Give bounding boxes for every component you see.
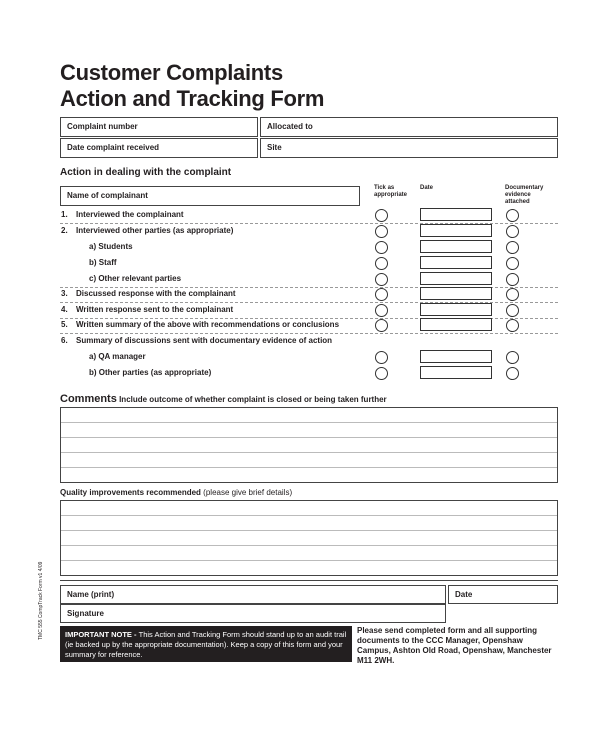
- row-label: Written summary of the above with recommendations or conclusions: [76, 320, 340, 329]
- date-received-label: Date complaint received: [67, 143, 160, 152]
- action-row: [60, 365, 558, 381]
- date-input[interactable]: [420, 350, 492, 363]
- tick-radio[interactable]: [375, 319, 388, 332]
- signature-label: Signature: [67, 609, 104, 618]
- date-input[interactable]: [420, 272, 492, 285]
- comments-heading: Comments: [60, 393, 117, 405]
- date-input[interactable]: [420, 287, 492, 300]
- tick-radio[interactable]: [375, 304, 388, 317]
- row-number: 1.: [61, 210, 68, 219]
- date-input[interactable]: [420, 256, 492, 269]
- date-input[interactable]: [420, 366, 492, 379]
- evidence-radio[interactable]: [506, 209, 519, 222]
- site-field[interactable]: [260, 138, 558, 158]
- row-label: b) Staff: [89, 258, 117, 267]
- action-row: [60, 255, 558, 271]
- row-number: 5.: [61, 320, 68, 329]
- tick-radio[interactable]: [375, 241, 388, 254]
- name-print-label: Name (print): [67, 590, 115, 599]
- row-label: Written response sent to the complainant: [76, 305, 234, 314]
- divider: [60, 580, 558, 581]
- date-column-header: Date: [420, 185, 434, 191]
- comments-hint: Include outcome of whether complaint is closed or being taken further: [119, 395, 387, 404]
- name-print-field[interactable]: [60, 585, 446, 604]
- evidence-radio[interactable]: [506, 351, 519, 364]
- row-label: a) QA manager: [89, 352, 146, 361]
- evidence-radio[interactable]: [506, 225, 519, 238]
- complaint-number-label: Complaint number: [67, 122, 138, 131]
- row-number: 6.: [61, 336, 68, 345]
- comments-textarea[interactable]: [60, 407, 558, 483]
- evidence-radio[interactable]: [506, 304, 519, 317]
- evidence-radio[interactable]: [506, 319, 519, 332]
- date-received-field[interactable]: [60, 138, 258, 158]
- date-input[interactable]: [420, 318, 492, 331]
- row-number: 3.: [61, 289, 68, 298]
- tick-radio[interactable]: [375, 257, 388, 270]
- action-row: [60, 207, 558, 224]
- evidence-column-header: Documentary evidence attached: [505, 185, 544, 205]
- evidence-radio[interactable]: [506, 367, 519, 380]
- evidence-radio[interactable]: [506, 257, 519, 270]
- site-label: Site: [267, 143, 282, 152]
- tick-radio[interactable]: [375, 225, 388, 238]
- date-input[interactable]: [420, 208, 492, 221]
- tick-column-header: Tick as appropriate: [374, 185, 408, 198]
- quality-hint: (please give brief details): [203, 488, 293, 497]
- tick-radio[interactable]: [375, 351, 388, 364]
- row-label: Interviewed other parties (as appropriate): [76, 226, 234, 235]
- form-code: TMC 555 CompTrack Form v1 4/09: [38, 561, 44, 640]
- action-row: [60, 223, 558, 239]
- row-label: c) Other relevant parties: [89, 274, 182, 283]
- row-label: a) Students: [89, 242, 133, 251]
- complaint-number-field[interactable]: [60, 117, 258, 137]
- allocated-to-field[interactable]: [260, 117, 558, 137]
- action-row: [60, 349, 558, 365]
- tick-radio[interactable]: [375, 288, 388, 301]
- row-number: 4.: [61, 305, 68, 314]
- row-label: Interviewed the complainant: [76, 210, 184, 219]
- action-row: [60, 317, 558, 334]
- row-number: 2.: [61, 226, 68, 235]
- action-heading: Action in dealing with the complaint: [60, 167, 232, 178]
- signature-field[interactable]: [60, 604, 446, 623]
- important-note: [60, 626, 352, 662]
- quality-textarea[interactable]: [60, 500, 558, 576]
- complainant-name-label: Name of complainant: [67, 191, 148, 200]
- date-input[interactable]: [420, 240, 492, 253]
- allocated-to-label: Allocated to: [267, 122, 313, 131]
- action-row: [60, 286, 558, 303]
- form-title-line1: Customer Complaints: [60, 60, 283, 85]
- row-label: Summary of discussions sent with documentary evidence of action: [76, 336, 333, 345]
- signoff-date-label: Date: [455, 590, 473, 599]
- tick-radio[interactable]: [375, 367, 388, 380]
- note-text: This Action and Tracking Form should stand up to an audit trail (ie backed up by the appropriate documentation). Keep a copy of this form and your summary for reference.: [65, 630, 347, 659]
- comments-header: [60, 393, 387, 405]
- note-bold: IMPORTANT NOTE -: [65, 630, 139, 639]
- form-title-line2: Action and Tracking Form: [60, 86, 325, 111]
- quality-heading: Quality improvements recommended: [60, 488, 201, 497]
- evidence-radio[interactable]: [506, 288, 519, 301]
- evidence-radio[interactable]: [506, 241, 519, 254]
- action-row: [60, 333, 558, 349]
- tick-radio[interactable]: [375, 209, 388, 222]
- evidence-radio[interactable]: [506, 273, 519, 286]
- row-label: b) Other parties (as appropriate): [89, 368, 212, 377]
- address-text: Please send completed form and all supporting documents to the CCC Manager, Openshaw Campus, Ashton Old Road, Openshaw, Manchester M11 2WH.: [357, 626, 552, 665]
- tick-radio[interactable]: [375, 273, 388, 286]
- date-input[interactable]: [420, 224, 492, 237]
- signoff-date-field[interactable]: [448, 585, 558, 604]
- row-label: Discussed response with the complainant: [76, 289, 236, 298]
- complainant-name-field[interactable]: [60, 186, 360, 206]
- date-input[interactable]: [420, 303, 492, 316]
- quality-header: [60, 488, 292, 497]
- action-row: [60, 239, 558, 255]
